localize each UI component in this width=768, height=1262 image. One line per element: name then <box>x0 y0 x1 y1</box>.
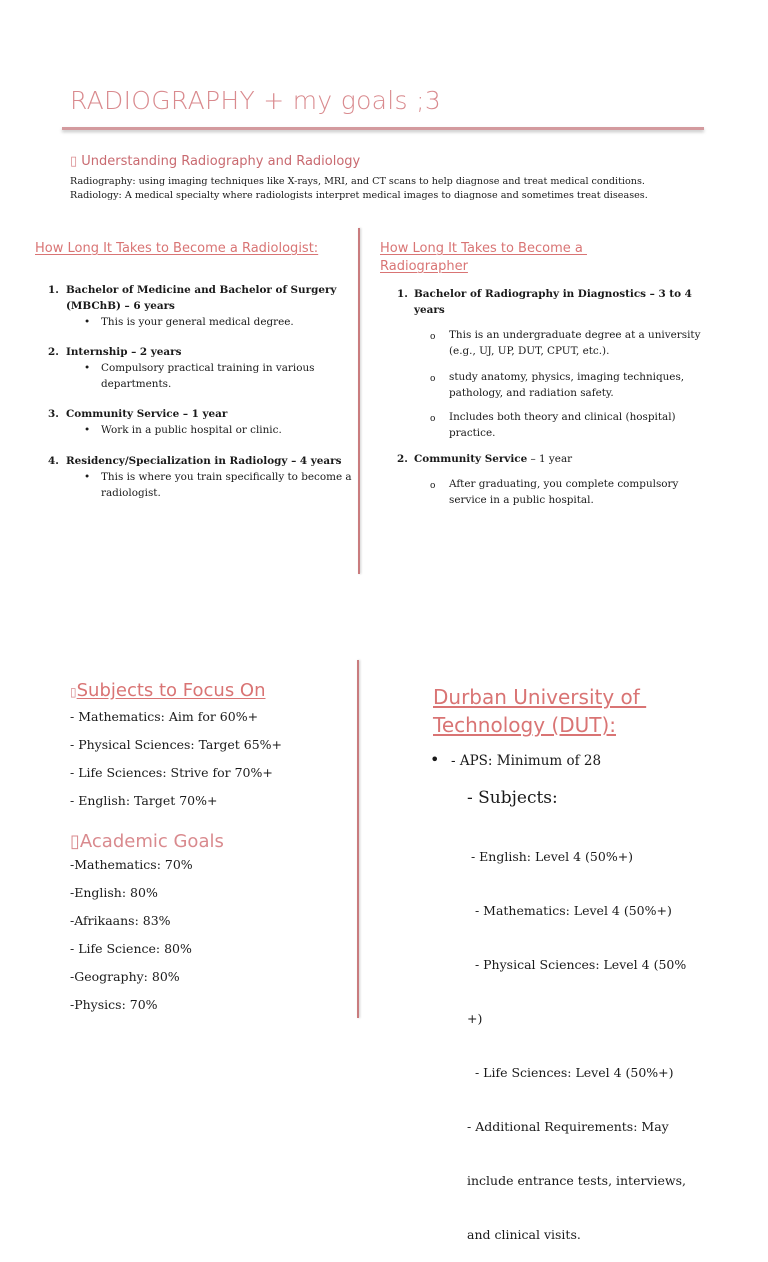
radiography-definition: Radiography: using imaging techniques like X-rays, MRI, and CT scans to help diagnose and treat medical conditions. <box>70 176 645 187</box>
radiographer-step2-title: Community Service – 1 year <box>414 453 573 465</box>
radiographer-heading[interactable]: How Long It Takes to Become a Radiographer <box>380 241 587 274</box>
list-item: -Geography: 80% <box>70 969 180 984</box>
radiology-definition: Radiology: A medical specialty where radiologists interpret medical images to diagnose and sometimes treat diseases. <box>70 190 648 201</box>
radiographer-step1-title: Bachelor of Radiography in Diagnostics – 3 to 4 years <box>414 288 692 316</box>
list-item: - Life Sciences: Strive for 70%+ <box>70 765 273 780</box>
circle-bullet-icon: o <box>430 481 436 491</box>
dut-subjects-label: - Subjects: <box>467 788 558 808</box>
list-item: Includes both theory and clinical (hospital) practice. <box>449 411 676 439</box>
list-item: -Afrikaans: 83% <box>70 913 171 928</box>
bullet-icon: • <box>84 316 91 328</box>
bullet-icon: • <box>84 424 91 436</box>
radiologist-heading[interactable]: How Long It Takes to Become a Radiologist: <box>35 241 319 256</box>
list-item: -English: 80% <box>70 885 158 900</box>
subjects-heading-link[interactable]: Subjects to Focus On <box>76 680 266 701</box>
circle-bullet-icon: o <box>430 414 436 424</box>
bullet-icon: • <box>84 362 91 374</box>
academic-goals-heading: ▯Academic Goals <box>70 831 224 852</box>
title-divider <box>62 127 704 130</box>
list-item: This is an undergraduate degree at a university (e.g., UJ, UP, DUT, CPUT, etc.). <box>449 329 701 357</box>
placeholder-icon: ▯ <box>70 154 78 169</box>
list-item: - Physical Sciences: Level 4 (50% <box>467 957 687 972</box>
list-item: include entrance tests, interviews, <box>467 1173 687 1188</box>
list-item: After graduating, you complete compulsory service in a public hospital. <box>449 478 679 506</box>
list-item: study anatomy, physics, imaging techniques, pathology, and radiation safety. <box>449 371 685 399</box>
bullet-icon: • <box>430 750 440 769</box>
list-item: - Physical Sciences: Target 65%+ <box>70 737 283 752</box>
list-item: - Life Sciences: Level 4 (50%+) <box>467 1065 674 1080</box>
dut-heading[interactable]: Durban University of Technology (DUT): <box>433 685 647 737</box>
bullet-icon: • <box>84 471 91 483</box>
understanding-heading <box>70 154 360 169</box>
list-item: - Mathematics: Aim for 60%+ <box>70 709 259 724</box>
placeholder-icon: ▯ <box>70 685 77 699</box>
dut-aps: - APS: Minimum of 28 <box>451 753 602 769</box>
column-divider-top <box>358 228 360 574</box>
list-item: - English: Target 70%+ <box>70 793 218 808</box>
list-item: and clinical visits. <box>467 1227 581 1242</box>
list-item: - English: Level 4 (50%+) <box>467 849 634 864</box>
list-item: - Additional Requirements: May <box>467 1119 669 1134</box>
list-item: -Physics: 70% <box>70 997 158 1012</box>
list-item: - Life Science: 80% <box>70 941 192 956</box>
dut-requirements <box>467 812 686 1262</box>
column-divider-bottom <box>357 660 359 1018</box>
list-item: +) <box>467 1011 483 1026</box>
placeholder-icon: ▯ <box>70 831 80 852</box>
list-item: - Mathematics: Level 4 (50%+) <box>467 903 672 918</box>
circle-bullet-icon: o <box>430 332 436 342</box>
understanding-heading-text: Understanding Radiography and Radiology <box>81 154 361 169</box>
page-title: RADIOGRAPHY + my goals ;3 <box>70 86 442 115</box>
list-item: -Mathematics: 70% <box>70 857 193 872</box>
subjects-heading <box>70 680 266 701</box>
circle-bullet-icon: o <box>430 374 436 384</box>
